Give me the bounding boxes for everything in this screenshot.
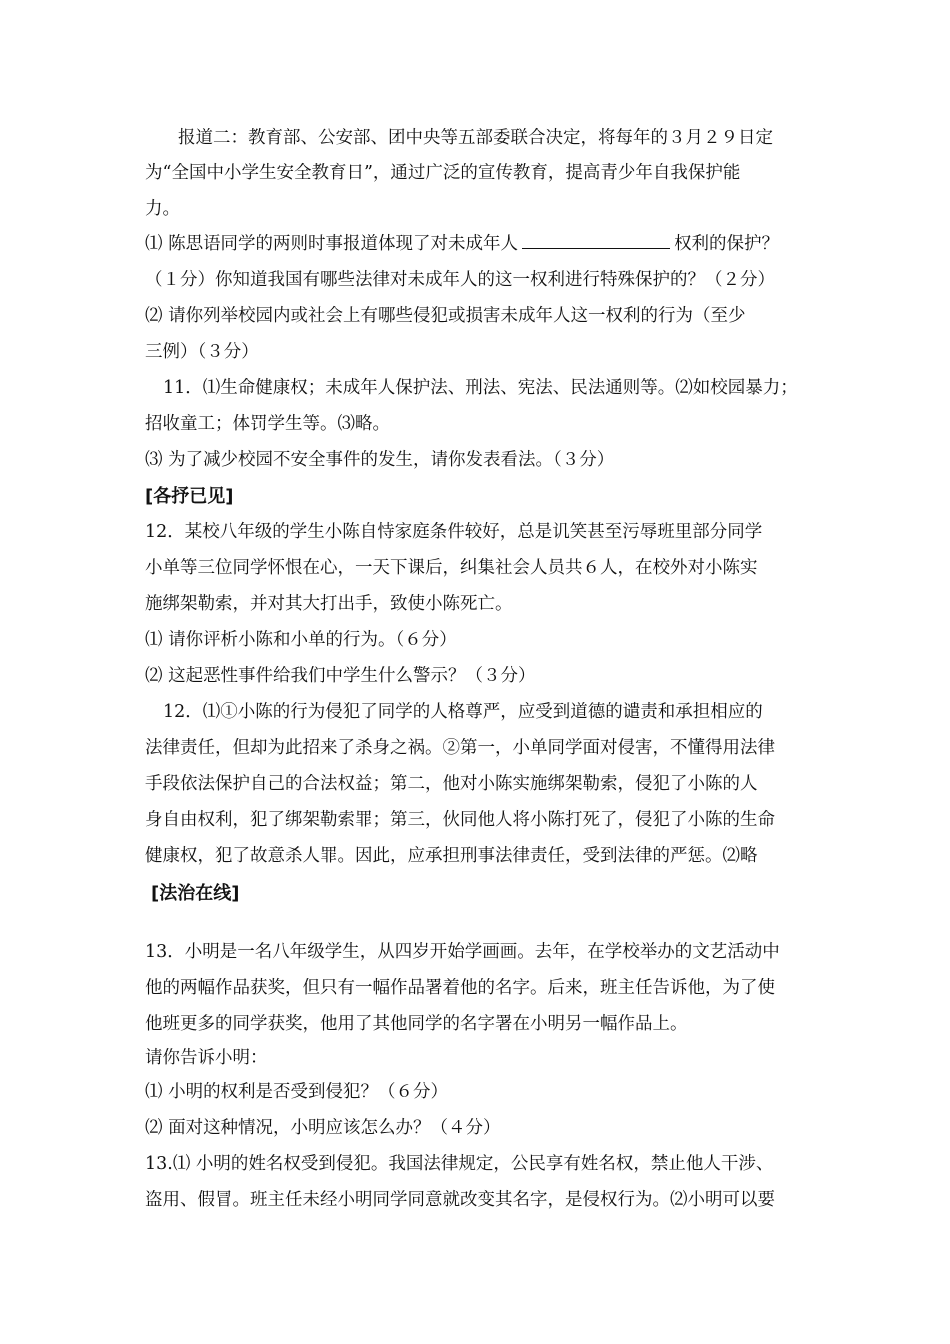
answer-13-line-2: 盗用、假冒。班主任未经小明同学同意就改变其名字，是侵权行为。⑵小明可以要	[145, 1190, 775, 1210]
q10-1-line	[145, 232, 779, 256]
report2-line-3: 力。	[145, 199, 180, 219]
q12-2-line: ⑵ 这起恶性事件给我们中学生什么警示？（３分）	[145, 666, 536, 686]
q12-1-line: ⑴ 请你评析小陈和小单的行为。（６分）	[145, 630, 457, 650]
q13-line-4: 请你告诉小明：	[145, 1048, 268, 1068]
answer-11-line-1: 11．⑴生命健康权；未成年人保护法、刑法、宪法、民法通则等。⑵如校园暴力；	[163, 378, 798, 398]
section-heading-1: [各抒已见]	[145, 486, 234, 507]
answer-12-line-1: 12．⑴①小陈的行为侵犯了同学的人格尊严，应受到道德的谴责和承担相应的	[163, 702, 763, 722]
q13-1-line: ⑴ 小明的权利是否受到侵犯？（６分）	[145, 1082, 449, 1102]
q10-2-line-1: ⑵ 请你列举校园内或社会上有哪些侵犯或损害未成年人这一权利的行为（至少	[145, 306, 746, 326]
q11-3-line: ⑶ 为了减少校园不安全事件的发生，请你发表看法。（３分）	[145, 450, 615, 470]
section-heading-2: [法治在线]	[151, 883, 240, 904]
answer-12-line-2: 法律责任，但却为此招来了杀身之祸。②第一，小单同学面对侵害，不懂得用法律	[145, 738, 775, 758]
q13-line-2: 他的两幅作品获奖，但只有一幅作品署着他的名字。后来，班主任告诉他，为了使	[145, 978, 775, 998]
q13-line-1: 13．小明是一名八年级学生，从四岁开始学画画。去年，在学校举办的文艺活动中	[145, 942, 780, 962]
report2-line-2: 为“全国中小学生安全教育日”，通过广泛的宣传教育，提高青少年自我保护能	[145, 163, 741, 183]
q13-2-line: ⑵ 面对这种情况，小明应该怎么办？（４分）	[145, 1118, 501, 1138]
q10-1-text-b: 权利的保护？	[674, 234, 780, 254]
answer-12-line-3: 手段依法保护自己的合法权益；第二，他对小陈实施绑架勒索，侵犯了小陈的人	[145, 774, 758, 794]
q12-line-3: 施绑架勒索，并对其大打出手，致使小陈死亡。	[145, 594, 513, 614]
answer-12-line-4: 身自由权利，犯了绑架勒索罪；第三，伙同他人将小陈打死了，侵犯了小陈的生命	[145, 810, 775, 830]
q12-line-2: 小单等三位同学怀恨在心，一天下课后，纠集社会人员共６人，在校外对小陈实	[145, 558, 758, 578]
answer-12-line-5: 健康权，犯了故意杀人罪。因此，应承担刑事法律责任，受到法律的严惩。⑵略	[145, 846, 758, 866]
q12-line-1: 12．某校八年级的学生小陈自恃家庭条件较好，总是讥笑甚至污辱班里部分同学	[145, 522, 763, 542]
q10-1-text-a: ⑴ 陈思语同学的两则时事报道体现了对未成年人	[145, 234, 519, 254]
report2-line-1: 报道二：教育部、公安部、团中央等五部委联合决定，将每年的３月２９日定	[178, 128, 773, 148]
q10-1-line-2: （１分）你知道我国有哪些法律对未成年人的这一权利进行特殊保护的？（２分）	[145, 270, 775, 290]
answer-blank	[522, 232, 670, 249]
q10-2-line-2: 三例）（３分）	[145, 342, 259, 362]
answer-11-line-2: 招收童工；体罚学生等。⑶略。	[145, 414, 390, 434]
answer-13-line-1: 13.⑴ 小明的姓名权受到侵犯。我国法律规定，公民享有姓名权，禁止他人干涉、	[145, 1154, 774, 1174]
q13-line-3: 他班更多的同学获奖，他用了其他同学的名字署在小明另一幅作品上。	[145, 1014, 688, 1034]
